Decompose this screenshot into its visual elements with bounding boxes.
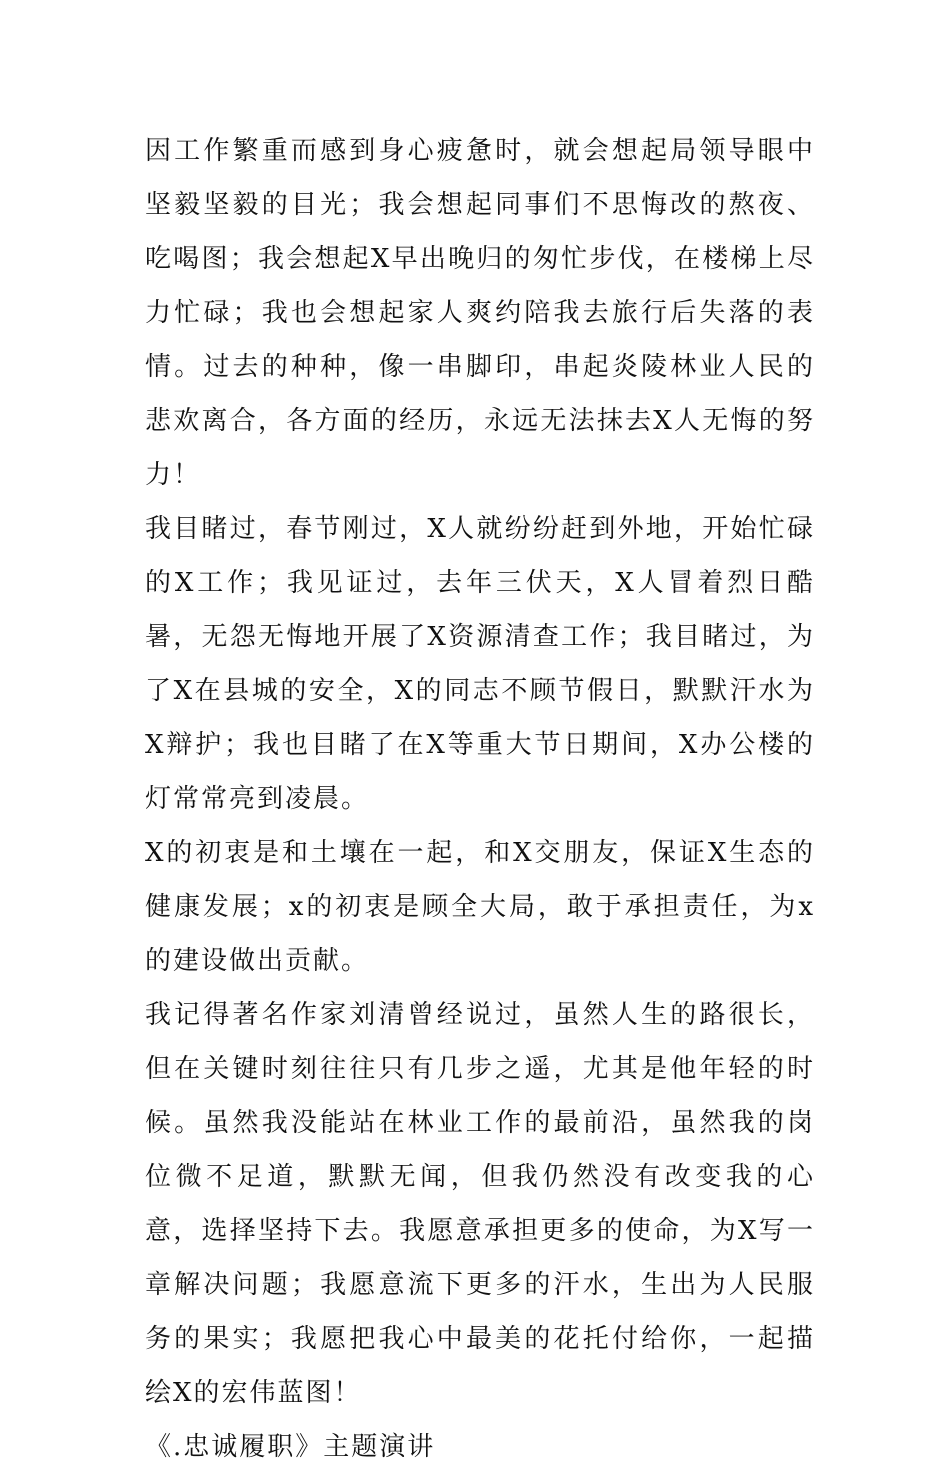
speech-title: 《.忠诚履职》主题演讲 bbox=[145, 1432, 436, 1462]
paragraph-3: X的初衷是和土壤在一起，和X交朋友，保证X生态的健康发展；x的初衷是顾全大局，敢于承担责任，为x的建设做出贡献。 bbox=[145, 838, 815, 976]
paragraph-2: 我目睹过，春节刚过，X人就纷纷赶到外地，开始忙碌的X工作；我见证过，去年三伏天，X人冒着烈日酷暑，无怨无悔地开展了X资源清查工作；我目睹过，为了X在县城的安全，X的同志不顾节假日，默默汗水为X辩护；我也目睹了在X等重大节日期间，X办公楼的灯常常亮到凌晨。 bbox=[145, 514, 815, 814]
paragraph-1: 因工作繁重而感到身心疲惫时，就会想起局领导眼中坚毅坚毅的目光；我会想起同事们不思悔改的熬夜、吃喝图；我会想起X早出晚归的匆忙步伐，在楼梯上尽力忙碌；我也会想起家人爽约陪我去旅行后失落的表情。过去的种种，像一串脚印，串起炎陵林业人民的悲欢离合，各方面的经历，永远无法抹去X人无悔的努力！ bbox=[145, 136, 815, 490]
paragraph-4: 我记得著名作家刘清曾经说过，虽然人生的路很长，但在关键时刻往往只有几步之遥，尤其是他年轻的时候。虽然我没能站在林业工作的最前沿，虽然我的岗位微不足道，默默无闻，但我仍然没有改变我的心意，选择坚持下去。我愿意承担更多的使命，为X写一章解决问题；我愿意流下更多的汗水，生出为人民服务的果实；我愿把我心中最美的花托付给你，一起描绘X的宏伟蓝图！ bbox=[145, 1000, 815, 1408]
document-body bbox=[145, 124, 815, 1474]
